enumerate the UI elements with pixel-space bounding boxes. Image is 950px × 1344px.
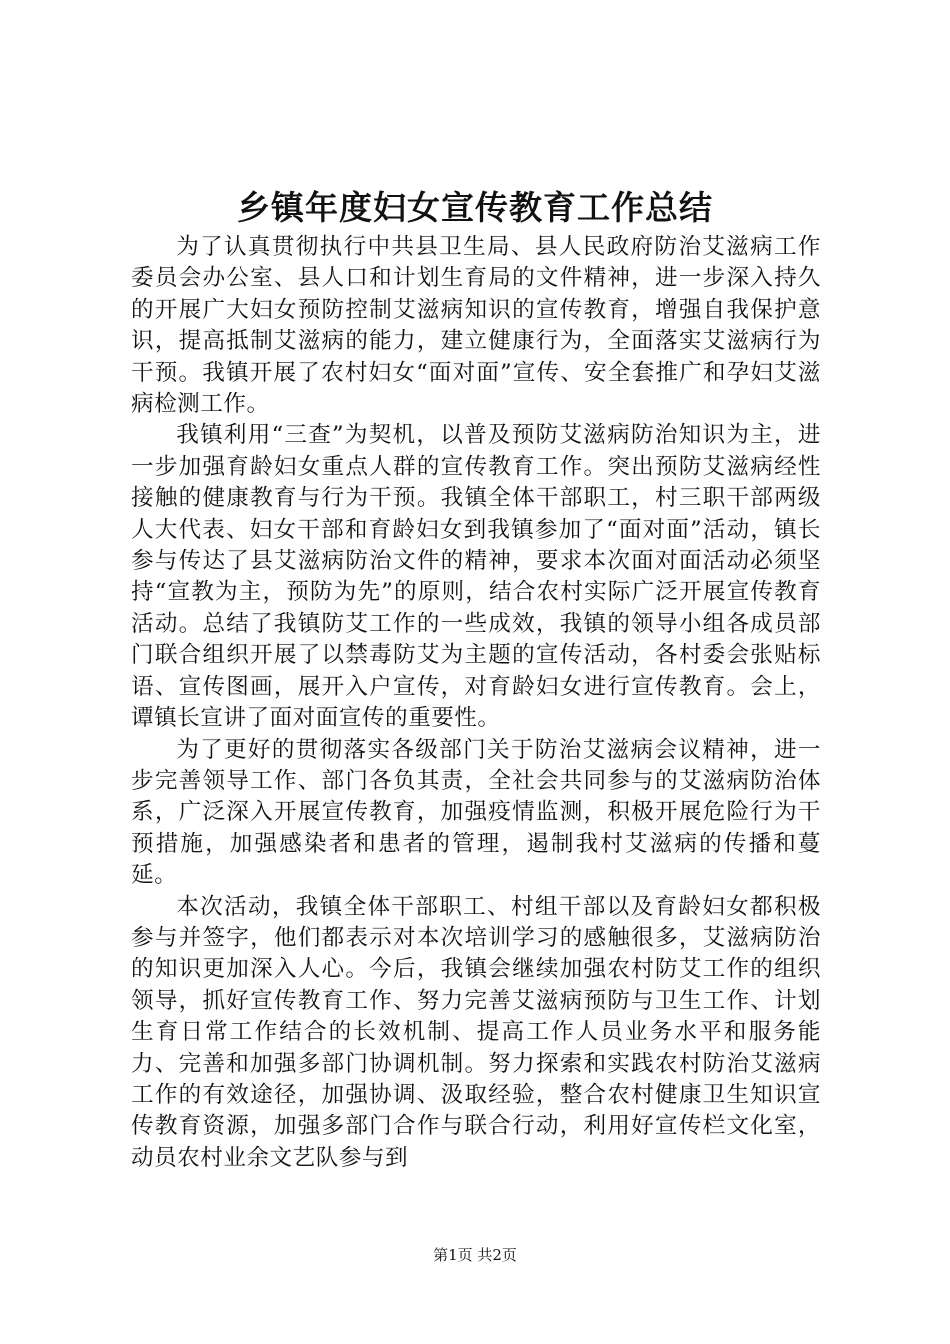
document-title: 乡镇年度妇女宣传教育工作总结 — [237, 188, 713, 227]
paragraph: 为了更好的贯彻落实各级部门关于防治艾滋病会议精神，进一步完善领导工作、部门各负其责，全社会共同参与的艾滋病防治体系，广泛深入开展宣传教育，加强疫情监测，积极开展危险行为干预措施，加强感染者和患者的管理，遏制我村艾滋病的传播和蔓延。 — [131, 736, 821, 889]
page-number: 第1页 共2页 — [433, 1246, 517, 1264]
paragraph: 本次活动，我镇全体干部职工、村组干部以及育龄妇女都积极参与并签字，他们都表示对本次培训学习的感触很多，艾滋病防治的知识更加深入人心。今后，我镇会继续加强农村防艾工作的组织领导，抓好宣传教育工作、努力完善艾滋病预防与卫生工作、计划生育日常工作结合的长效机制、提高工作人员业务水平和服务能力、完善和加强多部门协调机制。努力探索和实践农村防治艾滋病工作的有效途径，加强协调、汲取经验，整合农村健康卫生知识宣传教育资源，加强多部门合作与联合行动，利用好宣传栏文化室，动员农村业余文艺队参与到 — [131, 893, 821, 1171]
document-body — [131, 232, 821, 1174]
paragraph: 我镇利用“三查”为契机，以普及预防艾滋病防治知识为主，进一步加强育龄妇女重点人群的宣传教育工作。突出预防艾滋病经性接触的健康教育与行为干预。我镇全体干部职工，村三职干部两级人大代表、妇女干部和育龄妇女到我镇参加了“面对面”活动，镇长参与传达了县艾滋病防治文件的精神，要求本次面对面活动必须坚持“宣教为主，预防为先”的原则，结合农村实际广泛开展宣传教育活动。总结了我镇防艾工作的一些成效，我镇的领导小组各成员部门联合组织开展了以禁毒防艾为主题的宣传活动，各村委会张贴标语、宣传图画，展开入户宣传，对育龄妇女进行宣传教育。会上，谭镇长宣讲了面对面宣传的重要性。 — [131, 422, 821, 732]
paragraph: 为了认真贯彻执行中共县卫生局、县人民政府防治艾滋病工作委员会办公室、县人口和计划生育局的文件精神，进一步深入持久的开展广大妇女预防控制艾滋病知识的宣传教育，增强自我保护意识，提高抵制艾滋病的能力，建立健康行为，全面落实艾滋病行为干预。我镇开展了农村妇女“面对面”宣传、安全套推广和孕妇艾滋病检测工作。 — [131, 234, 821, 418]
